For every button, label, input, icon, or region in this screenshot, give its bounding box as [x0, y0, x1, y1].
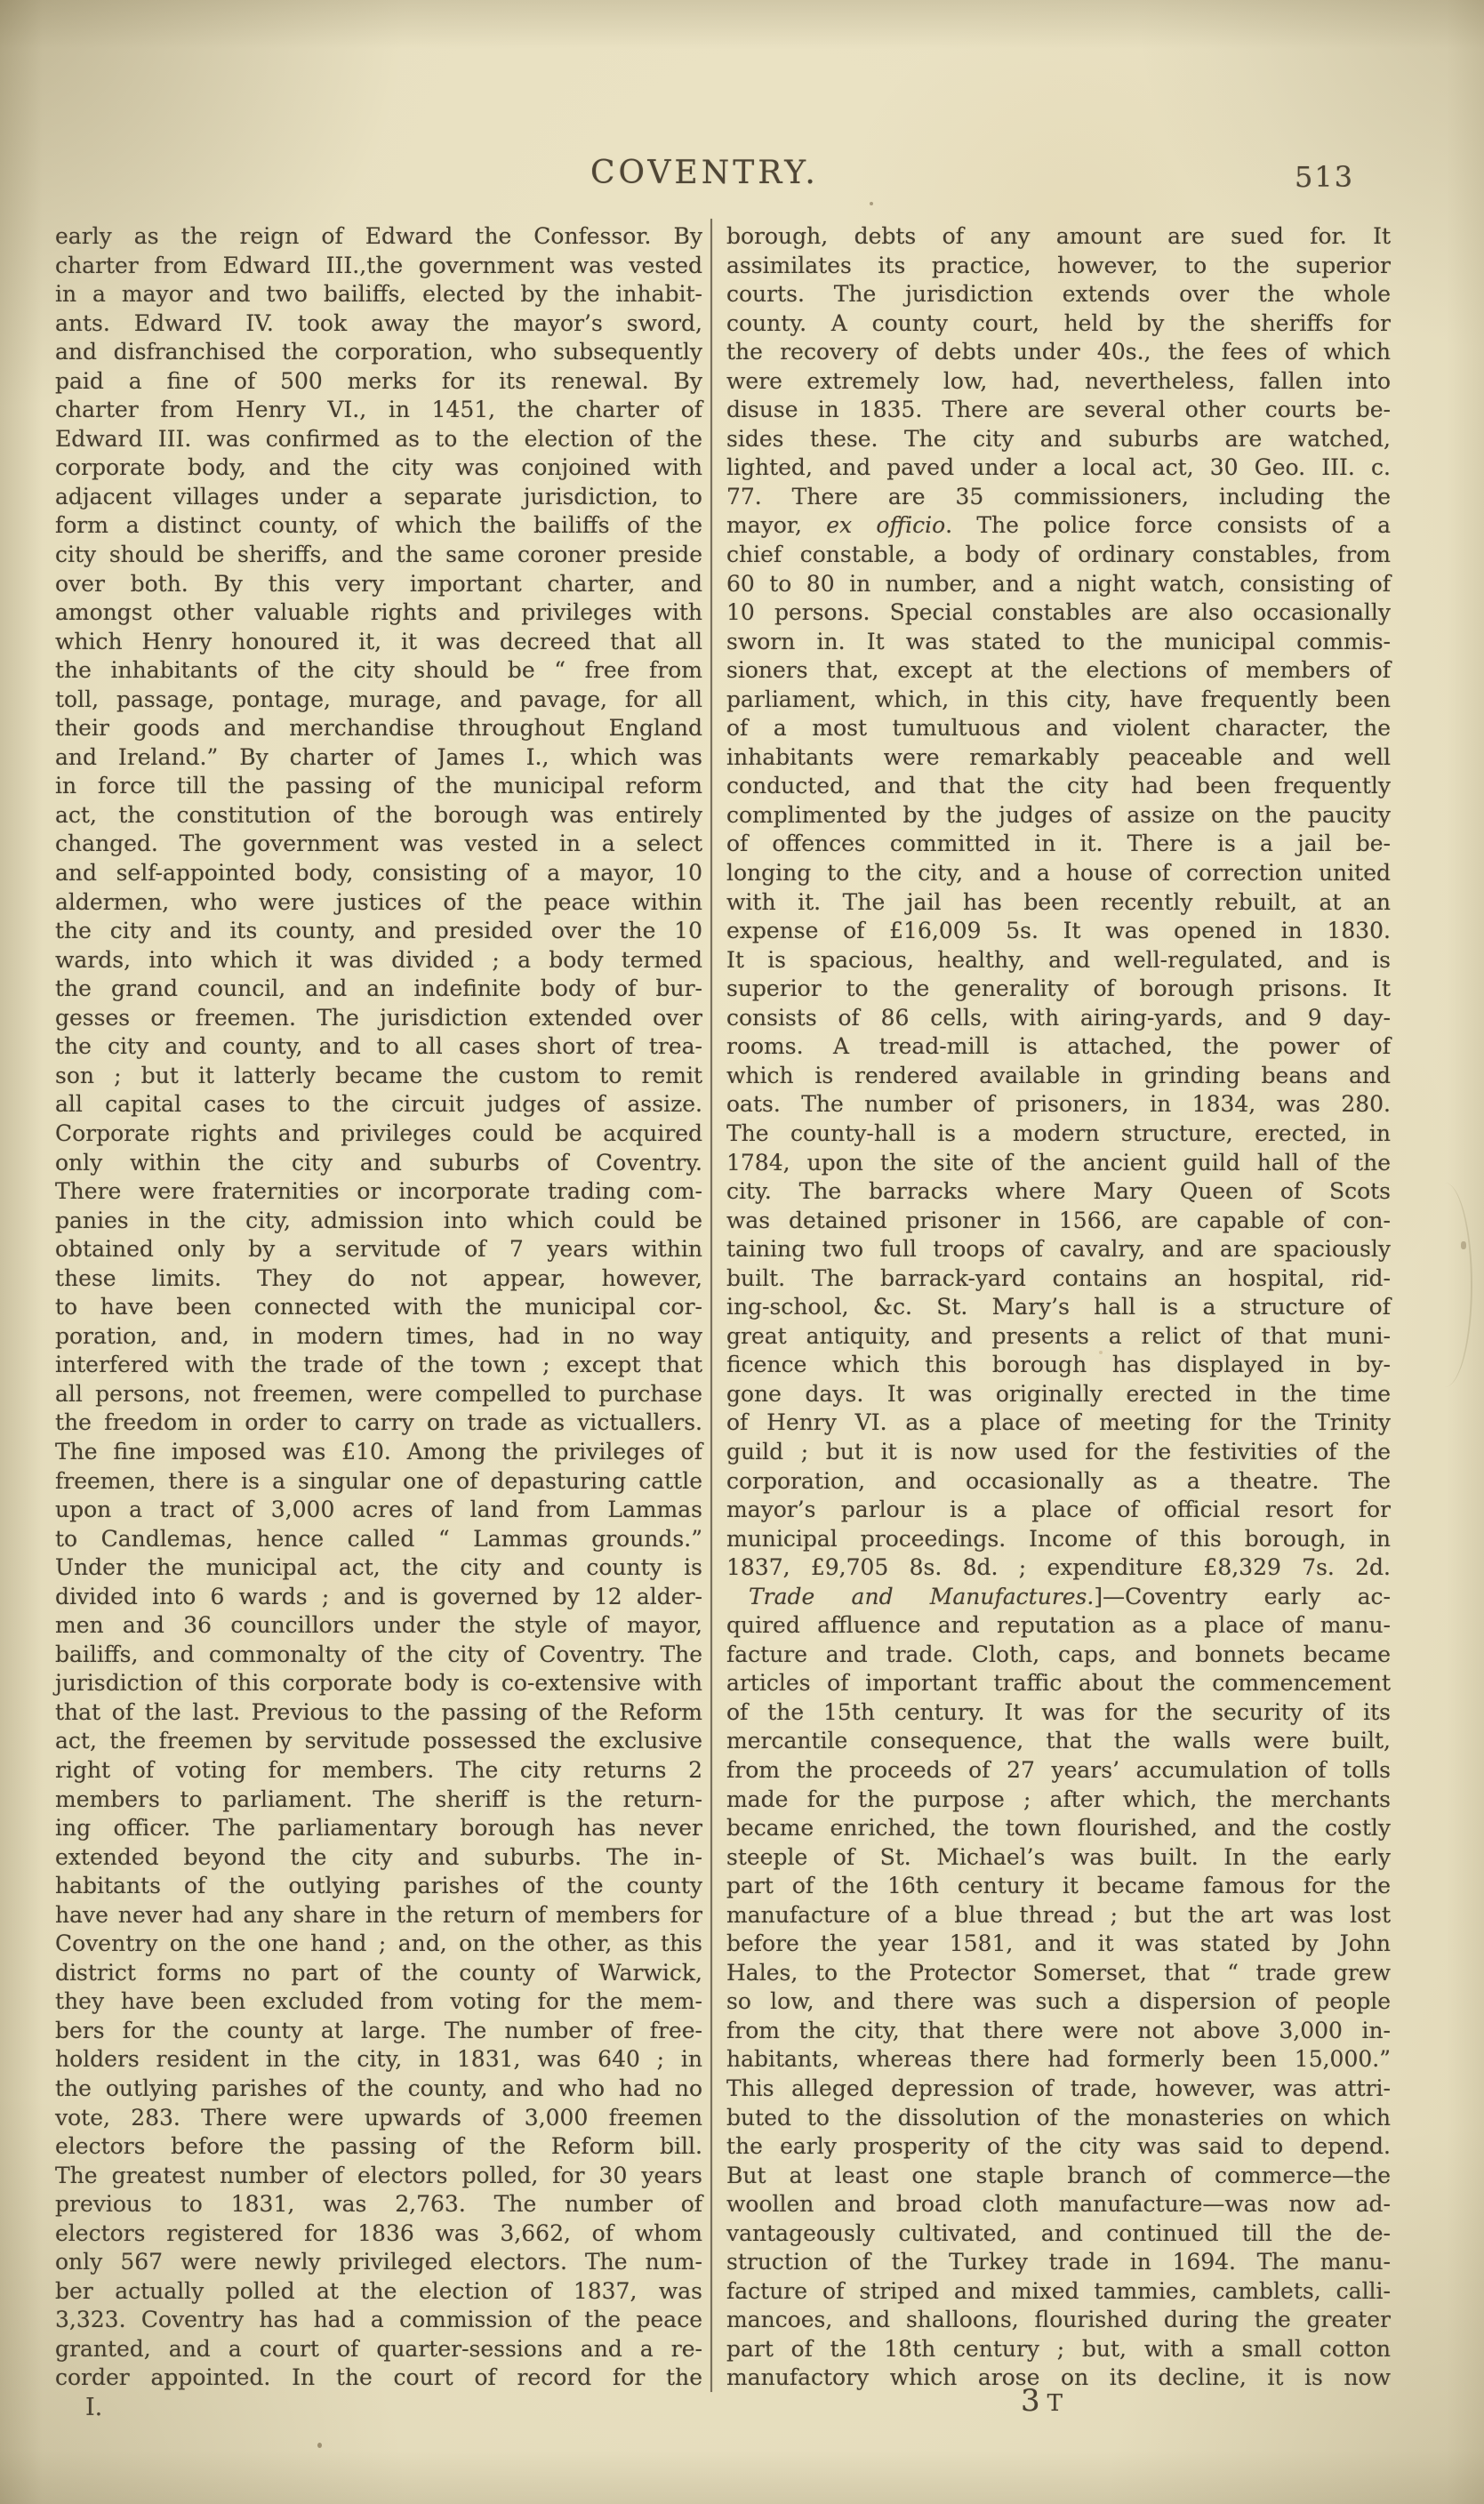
text-line: The fine imposed was £10. Among the privileges of — [55, 1438, 702, 1465]
text-line: But at least one staple branch of commerce—the — [726, 2162, 1391, 2188]
text-line: panies in the city, admission into which could be — [55, 1207, 702, 1233]
text-line: municipal proceedings. Income of this borough, in — [726, 1525, 1391, 1552]
text-line: members to parliament. The sheriff is the return- — [55, 1786, 702, 1812]
text-line: became enriched, the town flourished, and the costly — [726, 1815, 1391, 1842]
text-line: all persons, not freemen, were compelled to purchase — [55, 1380, 702, 1407]
text-line: the recovery of debts under 40s., the fees of which — [726, 339, 1391, 365]
text-line: aldermen, who were justices of the peace within — [55, 888, 702, 915]
text-line: bers for the county at large. The number of free- — [55, 2017, 702, 2043]
text-line: manufacture of a blue thread ; but the art was lost — [726, 1901, 1391, 1928]
text-line: electors registered for 1836 was 3,662, of whom — [55, 2219, 702, 2246]
text-line: woollen and broad cloth manufacture—was now ad- — [726, 2191, 1391, 2218]
ink-speck — [870, 202, 873, 205]
column-divider-rule — [710, 219, 712, 2392]
text-line: of a most tumultuous and violent character, the — [726, 715, 1391, 742]
text-line: ber actually polled at the election of 1837, was — [55, 2277, 702, 2304]
text-line: changed. The government was vested in a select — [55, 831, 702, 857]
text-line: adjacent villages under a separate jurisdiction, to — [55, 483, 702, 510]
text-line: vantageously cultivated, and continued till the de- — [726, 2219, 1391, 2246]
text-line: city should be sheriffs, and the same coroner preside — [55, 542, 702, 568]
text-line: the grand council, and an indefinite body of bur- — [55, 975, 702, 1002]
text-line: sworn in. It was stated to the municipal commis- — [726, 628, 1391, 654]
text-line: extended beyond the city and suburbs. The in- — [55, 1843, 702, 1870]
text-line: expense of £16,009 5s. It was opened in 1830. — [726, 918, 1391, 944]
text-line: city. The barracks where Mary Queen of Scots — [726, 1178, 1391, 1205]
text-line: form a distinct county, of which the bailiffs of the — [55, 512, 702, 539]
text-line: ficence which this borough has displayed in by- — [726, 1352, 1391, 1378]
text-line: oats. The number of prisoners, in 1834, was 280. — [726, 1091, 1391, 1118]
text-line: ing-school, &c. St. Mary’s hall is a structure of — [726, 1294, 1391, 1320]
text-line: these limits. They do not appear, however, — [55, 1264, 702, 1291]
text-line: were extremely low, had, nevertheless, fallen into — [726, 367, 1391, 394]
text-line: early as the reign of Edward the Confessor. By — [55, 223, 702, 249]
text-line: the freedom in order to carry on trade as victuallers. — [55, 1409, 702, 1436]
left-column — [55, 222, 702, 2393]
text-line: articles of important traffic about the commencement — [726, 1670, 1391, 1697]
text-line: buted to the dissolution of the monasteries on which — [726, 2104, 1391, 2131]
text-line: upon a tract of 3,000 acres of land from Lammas — [55, 1497, 702, 1523]
text-line: the early prosperity of the city was said to depend. — [726, 2133, 1391, 2160]
text-line: paid a fine of 500 merks for its renewal. By — [55, 367, 702, 394]
text-line: only 567 were newly privileged electors. The num- — [55, 2249, 702, 2275]
foxing-spot — [1099, 1351, 1103, 1354]
text-line: county. A county court, held by the sheriffs for — [726, 309, 1391, 336]
text-line: the inhabitants of the city should be “ free from — [55, 657, 702, 684]
text-line: facture and trade. Cloth, caps, and bonnets became — [726, 1641, 1391, 1667]
signature-number: 3 — [1021, 2383, 1040, 2419]
text-line: Under the municipal act, the city and county is — [55, 1554, 702, 1581]
text-line: 77. There are 35 commissioners, including the — [726, 483, 1391, 510]
text-line: the outlying parishes of the county, and who had no — [55, 2075, 702, 2101]
text-line: longing to the city, and a house of correction united — [726, 860, 1391, 887]
text-line: facture of striped and mixed tammies, camblets, calli- — [726, 2277, 1391, 2304]
ink-speck — [317, 2443, 322, 2448]
text-line: Corporate rights and privileges could be acquired — [55, 1120, 702, 1146]
text-line: divided into 6 wards ; and is governed by 12 alder- — [55, 1583, 702, 1609]
text-line: assimilates its practice, however, to the superior — [726, 252, 1391, 278]
text-line: corder appointed. In the court of record for the — [55, 2364, 702, 2391]
signature-mark-left: I. — [85, 2394, 103, 2421]
text-line: mayor’s parlour is a place of official resort for — [726, 1497, 1391, 1523]
text-line: of the 15th century. It was for the security of its — [726, 1698, 1391, 1725]
text-line: amongst other valuable rights and privileges with — [55, 599, 702, 626]
text-line: 60 to 80 in number, and a night watch, consisting of — [726, 570, 1391, 597]
text-line: to have been connected with the municipal cor- — [55, 1294, 702, 1320]
text-line: habitants, whereas there had formerly been 15,000.” — [726, 2046, 1391, 2073]
text-line: Edward III. was confirmed as to the election of the — [55, 425, 702, 452]
text-line: 1837, £9,705 8s. 8d. ; expenditure £8,329 7s. 2d. — [726, 1554, 1391, 1581]
text-line: that of the last. Previous to the passing of the Reform — [55, 1698, 702, 1725]
text-line: men and 36 councillors under the style of mayor, — [55, 1612, 702, 1639]
text-line: made for the purpose ; after which, the merchants — [726, 1786, 1391, 1812]
text-line: bailiffs, and commonalty of the city of Coventry. The — [55, 1641, 702, 1667]
text-line: parliament, which, in this city, have frequently been — [726, 686, 1391, 712]
text-line: and Ireland.” By charter of James I., which was — [55, 743, 702, 770]
text-line: they have been excluded from voting for the mem- — [55, 1988, 702, 2015]
text-line: interfered with the trade of the town ; except that — [55, 1352, 702, 1378]
page-title: COVENTRY. — [590, 155, 819, 191]
text-line: gesses or freemen. The jurisdiction extended over — [55, 1004, 702, 1031]
text-line: from the city, that there were not above 3,000 in- — [726, 2017, 1391, 2043]
text-line: so low, and there was such a dispersion of people — [726, 1988, 1391, 2015]
text-line: jurisdiction of this corporate body is co-extensive with — [55, 1670, 702, 1697]
text-line: 3,323. Coventry has had a commission of the peace — [55, 2307, 702, 2333]
text-line: son ; but it latterly became the custom to remit — [55, 1062, 702, 1088]
text-line: Trade and Manufactures.]—Coventry early ac- — [749, 1583, 1392, 1609]
text-line: consists of 86 cells, with airing-yards, and 9 day- — [726, 1004, 1391, 1031]
text-line: previous to 1831, was 2,763. The number of — [55, 2191, 702, 2218]
text-line: guild ; but it is now used for the festivities of the — [726, 1438, 1391, 1465]
text-line: their goods and merchandise throughout England — [55, 715, 702, 742]
text-line: gone days. It was originally erected in the time — [726, 1380, 1391, 1407]
text-line: wards, into which it was divided ; a body termed — [55, 946, 702, 973]
text-line: mayor, ex officio. The police force consists of a — [726, 512, 1391, 539]
text-line: There were fraternities or incorporate trading com- — [55, 1178, 702, 1205]
text-line: disuse in 1835. There are several other courts be- — [726, 397, 1391, 423]
signature-mark-right — [1021, 2383, 1063, 2419]
text-line: have never had any share in the return of members for — [55, 1901, 702, 1928]
text-line: which Henry honoured it, it was decreed that all — [55, 628, 702, 654]
text-line: The greatest number of electors polled, for 30 years — [55, 2162, 702, 2188]
text-line: and disfranchised the corporation, who subsequently — [55, 339, 702, 365]
text-line: holders resident in the city, in 1831, was 640 ; in — [55, 2046, 702, 2073]
text-line: corporation, and occasionally as a theatre. The — [726, 1467, 1391, 1494]
text-line: right of voting for members. The city returns 2 — [55, 1756, 702, 1783]
text-line: in a mayor and two bailiffs, elected by the inhabit- — [55, 281, 702, 308]
text-line: charter from Henry VI., in 1451, the charter of — [55, 397, 702, 423]
text-line: was detained prisoner in 1566, are capable of con- — [726, 1207, 1391, 1233]
text-line: the city and its county, and presided over the 10 — [55, 918, 702, 944]
text-line: corporate body, and the city was conjoined with — [55, 454, 702, 481]
text-line: obtained only by a servitude of 7 years within — [55, 1236, 702, 1263]
text-line: Hales, to the Protector Somerset, that “ trade grew — [726, 1959, 1391, 1986]
text-line: granted, and a court of quarter-sessions and a re- — [55, 2335, 702, 2362]
text-line: built. The barrack-yard contains an hospital, rid- — [726, 1264, 1391, 1291]
text-line: charter from Edward III.,the government was vested — [55, 252, 702, 278]
text-line: lighted, and paved under a local act, 30 Geo. III. c. — [726, 454, 1391, 481]
right-column — [726, 222, 1391, 2393]
text-line: act, the constitution of the borough was entirely — [55, 801, 702, 828]
text-line: This alleged depression of trade, however, was attri- — [726, 2075, 1391, 2101]
text-line: struction of the Turkey trade in 1694. The manu- — [726, 2249, 1391, 2275]
text-line: manufactory which arose on its decline, it is now — [726, 2364, 1391, 2391]
text-line: Coventry on the one hand ; and, on the other, as this — [55, 1930, 702, 1957]
text-line: act, the freemen by servitude possessed the exclusive — [55, 1728, 702, 1754]
paper-crease — [1417, 1183, 1472, 1387]
text-line: superior to the generality of borough prisons. It — [726, 975, 1391, 1002]
text-line: habitants of the outlying parishes of the county — [55, 1873, 702, 1899]
text-line: mancoes, and shalloons, flourished during the greater — [726, 2307, 1391, 2333]
text-line: The county-hall is a modern structure, erected, in — [726, 1120, 1391, 1146]
text-line: courts. The jurisdiction extends over the whole — [726, 281, 1391, 308]
text-line: rooms. A tread-mill is attached, the power of — [726, 1033, 1391, 1060]
text-line: district forms no part of the county of Warwick, — [55, 1959, 702, 1986]
text-line: mercantile consequence, that the walls were built, — [726, 1728, 1391, 1754]
text-line: part of the 16th century it became famous for the — [726, 1873, 1391, 1899]
text-line: only within the city and suburbs of Coventry. — [55, 1149, 702, 1176]
text-line: sioners that, except at the elections of members of — [726, 657, 1391, 684]
text-line: conducted, and that the city had been frequently — [726, 773, 1391, 799]
text-line: great antiquity, and presents a relict of that muni- — [726, 1322, 1391, 1349]
text-line: 1784, upon the site of the ancient guild hall of the — [726, 1149, 1391, 1176]
text-line: sides these. The city and suburbs are watched, — [726, 425, 1391, 452]
text-line: ants. Edward IV. took away the mayor’s sword, — [55, 309, 702, 336]
text-line: and self-appointed body, consisting of a mayor, 10 — [55, 860, 702, 887]
text-line: quired affluence and reputation as a place of manu- — [726, 1612, 1391, 1639]
text-line: electors before the passing of the Reform bill. — [55, 2133, 702, 2160]
text-line: It is spacious, healthy, and well-regulated, and is — [726, 946, 1391, 973]
text-line: with it. The jail has been recently rebuilt, at an — [726, 888, 1391, 915]
text-line: of Henry VI. as a place of meeting for the Trinity — [726, 1409, 1391, 1436]
text-line: ing officer. The parliamentary borough has never — [55, 1815, 702, 1842]
text-line: all capital cases to the circuit judges of assize. — [55, 1091, 702, 1118]
text-line: steeple of St. Michael’s was built. In the early — [726, 1843, 1391, 1870]
text-line: part of the 18th century ; but, with a small cotton — [726, 2335, 1391, 2362]
text-line: over both. By this very important charter, and — [55, 570, 702, 597]
page-number: 513 — [1295, 160, 1355, 194]
text-line: which is rendered available in grinding beans and — [726, 1062, 1391, 1088]
text-line: freemen, there is a singular one of depasturing cattle — [55, 1467, 702, 1494]
text-line: poration, and, in modern times, had in no way — [55, 1322, 702, 1349]
text-line: from the proceeds of 27 years’ accumulation of tolls — [726, 1756, 1391, 1783]
text-line: vote, 283. There were upwards of 3,000 freemen — [55, 2104, 702, 2131]
text-line: borough, debts of any amount are sued for. It — [726, 223, 1391, 249]
text-line: to Candlemas, hence called “ Lammas grounds.” — [55, 1525, 702, 1552]
text-line: of offences committed in it. There is a jail be- — [726, 831, 1391, 857]
text-line: taining two full troops of cavalry, and are spaciously — [726, 1236, 1391, 1263]
text-line: the city and county, and to all cases short of trea- — [55, 1033, 702, 1060]
text-line: 10 persons. Special constables are also occasionally — [726, 599, 1391, 626]
signature-letter: T — [1047, 2390, 1063, 2417]
text-line: complimented by the judges of assize on the paucity — [726, 801, 1391, 828]
text-line: in force till the passing of the municipal reform — [55, 773, 702, 799]
text-line: inhabitants were remarkably peaceable and well — [726, 743, 1391, 770]
text-line: before the year 1581, and it was stated by John — [726, 1930, 1391, 1957]
text-line: chief constable, a body of ordinary constables, from — [726, 542, 1391, 568]
text-line: toll, passage, pontage, murage, and pavage, for all — [55, 686, 702, 712]
